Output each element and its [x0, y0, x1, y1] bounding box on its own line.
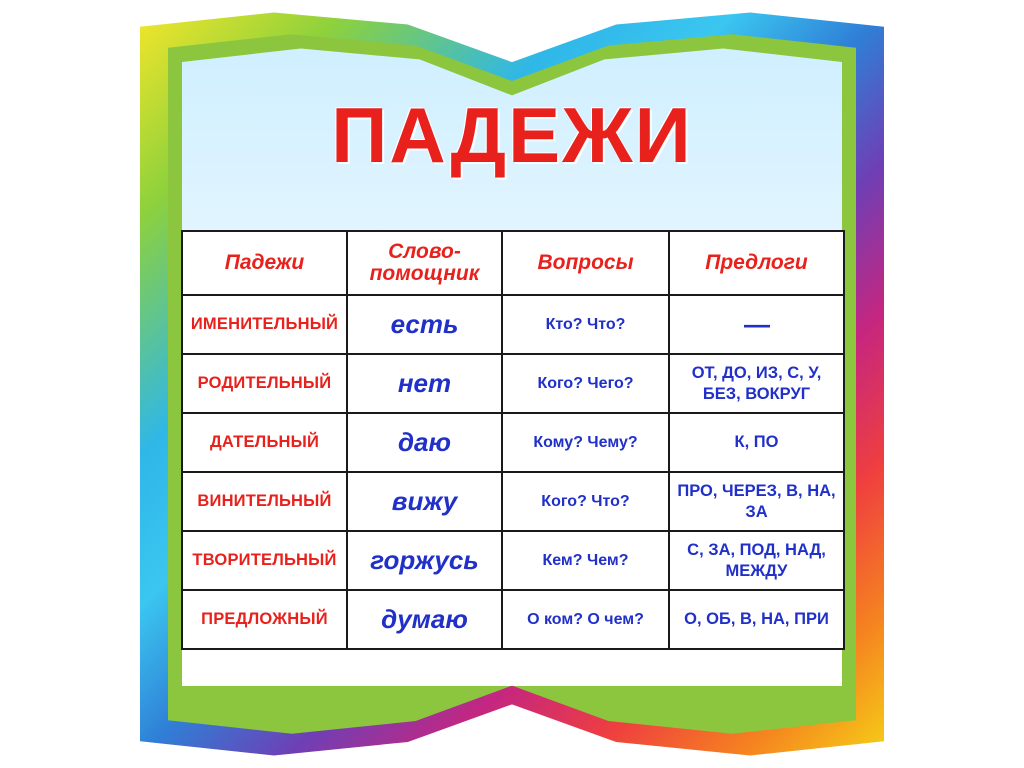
table-row [182, 472, 844, 531]
cell-helper-word: даю [347, 413, 502, 472]
cell-prepositions: ОТ, ДО, ИЗ, С, У, БЕЗ, ВОКРУГ [669, 354, 844, 413]
cell-prepositions: К, ПО [669, 413, 844, 472]
column-header-helper-word [347, 231, 502, 295]
cell-case-name: РОДИТЕЛЬНЫЙ [182, 354, 347, 413]
cell-questions: Кого? Чего? [502, 354, 669, 413]
cell-prepositions: — [669, 295, 844, 354]
cell-case-name: ДАТЕЛЬНЫЙ [182, 413, 347, 472]
column-header-prepositions: Предлоги [669, 231, 844, 295]
table-row [182, 413, 844, 472]
cell-helper-word: есть [347, 295, 502, 354]
cases-table-container [181, 230, 843, 650]
cell-prepositions: О, ОБ, В, НА, ПРИ [669, 590, 844, 649]
cell-prepositions: ПРО, ЧЕРЕЗ, В, НА, ЗА [669, 472, 844, 531]
cell-questions: Кем? Чем? [502, 531, 669, 590]
cell-prepositions: С, ЗА, ПОД, НАД, МЕЖДУ [669, 531, 844, 590]
table-header-row [182, 231, 844, 295]
cell-case-name: ВИНИТЕЛЬНЫЙ [182, 472, 347, 531]
table-row [182, 531, 844, 590]
table-row [182, 354, 844, 413]
cell-case-name: ТВОРИТЕЛЬНЫЙ [182, 531, 347, 590]
page-title: ПАДЕЖИ [331, 91, 693, 179]
cell-helper-word: горжусь [347, 531, 502, 590]
cell-case-name: ИМЕНИТЕЛЬНЫЙ [182, 295, 347, 354]
cell-helper-word: нет [347, 354, 502, 413]
cell-questions: О ком? О чем? [502, 590, 669, 649]
cell-questions: Кого? Что? [502, 472, 669, 531]
column-header-cases: Падежи [182, 231, 347, 295]
cell-helper-word: вижу [347, 472, 502, 531]
column-header-questions: Вопросы [502, 231, 669, 295]
cell-case-name: ПРЕДЛОЖНЫЙ [182, 590, 347, 649]
cell-questions: Кто? Что? [502, 295, 669, 354]
cell-questions: Кому? Чему? [502, 413, 669, 472]
table-row [182, 590, 844, 649]
column-header-helper-word-text: Слово- помощник [369, 239, 480, 285]
cell-helper-word: думаю [347, 590, 502, 649]
table-row [182, 295, 844, 354]
cases-table [181, 230, 845, 650]
